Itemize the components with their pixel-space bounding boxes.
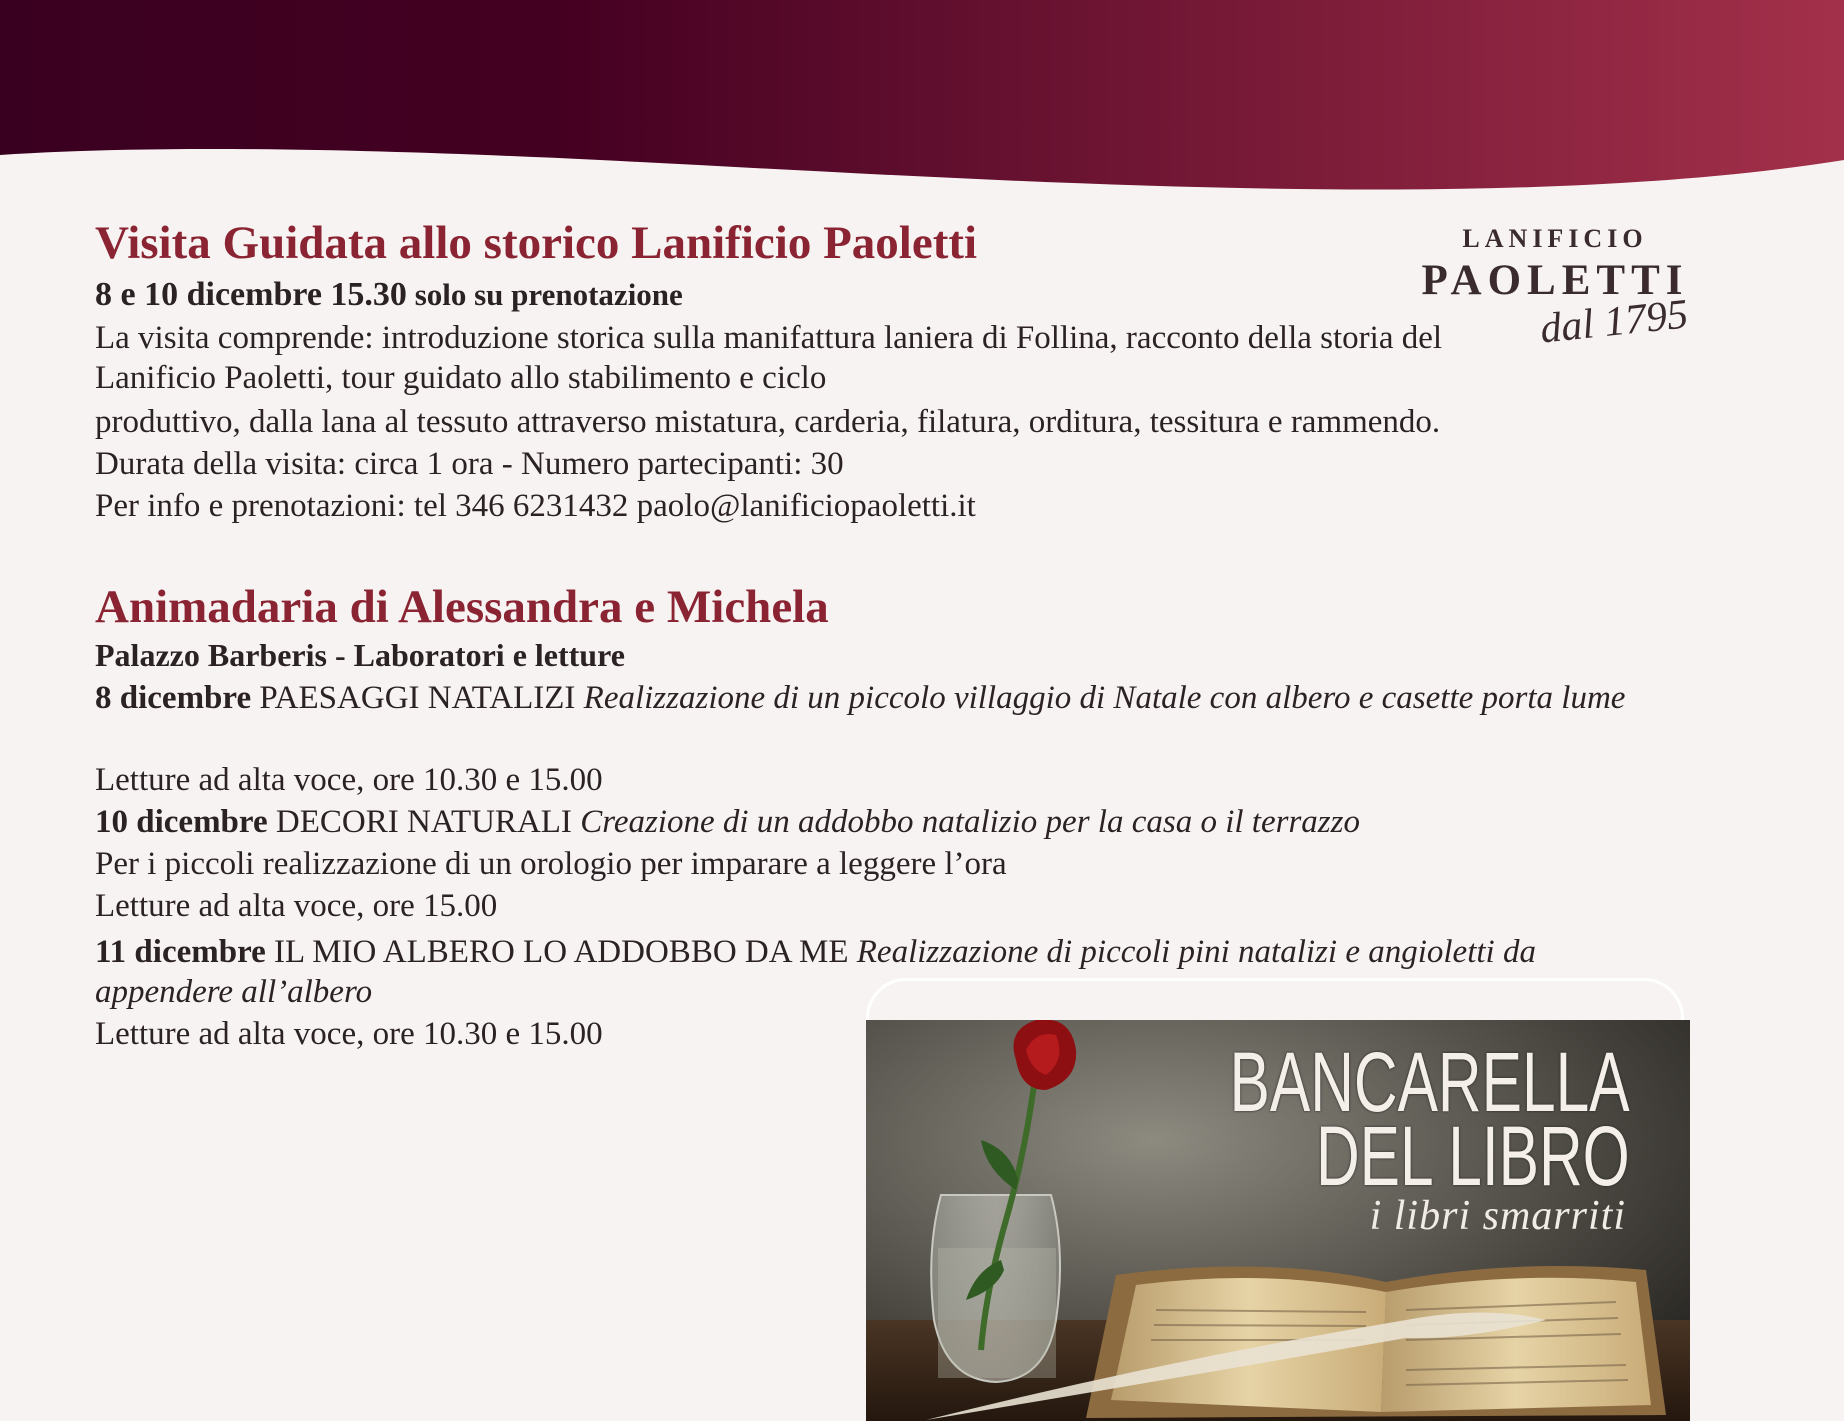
header-wave-band <box>0 0 1844 220</box>
event-10-dicembre <box>95 804 1360 840</box>
event-10-readings: Letture ad alta voce, ore 15.00 <box>95 888 498 924</box>
event-10-kids: Per i piccoli realizzazione di un orologio per imparare a leggere l’ora <box>95 846 1007 882</box>
section-title-animadaria: Animadaria di Alessandra e Michela <box>95 581 829 633</box>
visit-date <box>95 276 683 313</box>
event-desc: Realizzazione di piccoli pini natalizi e angioletti da appendere all’albero <box>95 934 1536 1010</box>
event-11-readings: Letture ad alta voce, ore 10.30 e 15.00 <box>95 1016 603 1052</box>
logo-top-text: LANIFICIO <box>1462 224 1648 253</box>
visit-date-rest: solo su prenotazione <box>406 277 683 312</box>
bookstall-subtitle: i libri smarriti <box>1369 1193 1626 1239</box>
bookstall-title-line1: BANCARELLA <box>1229 1035 1630 1129</box>
event-desc: Creazione di un addobbo natalizio per la casa o il terrazzo <box>580 804 1360 840</box>
event-date: 10 dicembre <box>95 804 268 840</box>
lanificio-paoletti-logo <box>1400 220 1710 353</box>
section-title-visita: Visita Guidata allo storico Lanificio Paoletti <box>95 217 978 269</box>
bookstall-title-line2: DEL LIBRO <box>1316 1109 1630 1203</box>
event-name: DECORI NATURALI <box>267 804 581 840</box>
event-date: 8 dicembre <box>95 680 252 716</box>
event-desc: Realizzazione di un piccolo villaggio di Natale con albero e casette porta lume <box>583 680 1626 716</box>
visit-info: Per info e prenotazioni: tel 346 6231432 paolo@lanificiopaoletti.it <box>95 488 976 524</box>
event-name: IL MIO ALBERO LO ADDOBBO DA ME <box>265 934 857 970</box>
visit-duration: Durata della visita: circa 1 ora - Numero partecipanti: 30 <box>95 446 844 482</box>
event-8-dicembre <box>95 678 1655 718</box>
visit-description-cont: produttivo, dalla lana al tessuto attraverso mistatura, carderia, filatura, orditura, tessitura e rammendo. <box>95 404 1441 440</box>
logo-since-text: dal 1795 <box>1538 291 1691 353</box>
logo-main-text: PAOLETTI <box>1421 257 1689 304</box>
visit-date-bold: 8 e 10 dicembre 15.30 <box>95 276 407 313</box>
bookstall-card <box>866 1020 1690 1421</box>
visit-description: La visita comprende: introduzione storica sulla manifattura laniera di Follina, racconto della storia del Lanificio Paoletti, tour guidato allo stabilimento e ciclo <box>95 320 1443 396</box>
event-8-readings: Letture ad alta voce, ore 10.30 e 15.00 <box>95 762 603 798</box>
event-date: 11 dicembre <box>95 934 266 970</box>
animadaria-subtitle: Palazzo Barberis - Laboratori e letture <box>95 637 625 673</box>
event-name: PAESAGGI NATALIZI <box>251 680 584 716</box>
